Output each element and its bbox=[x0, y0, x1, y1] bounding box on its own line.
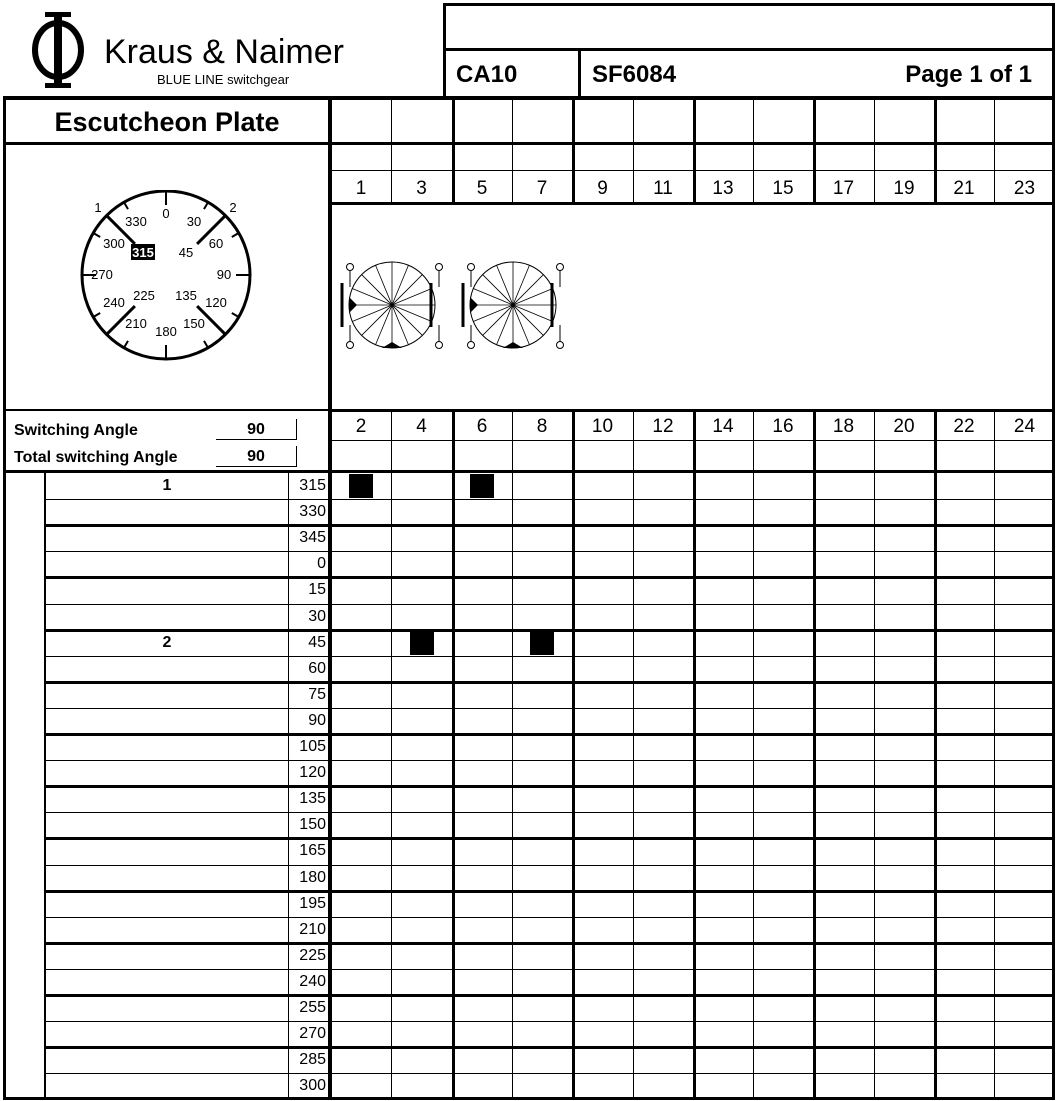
terminal-bottom-split bbox=[331, 440, 1055, 441]
terminal-bottom-number: 4 bbox=[416, 416, 427, 437]
row-line bbox=[44, 785, 1052, 788]
angle-value: 135 bbox=[299, 790, 326, 807]
terminal-bottom-number: 18 bbox=[832, 416, 855, 437]
row-line bbox=[44, 969, 1052, 970]
terminal-top-number: 11 bbox=[653, 178, 673, 199]
row-line bbox=[44, 499, 1052, 500]
header-frame-bottom bbox=[3, 96, 1055, 100]
row-line bbox=[44, 576, 1052, 579]
row-line bbox=[44, 656, 1052, 657]
terminal-bottom-number: 12 bbox=[652, 416, 674, 437]
row-line bbox=[44, 942, 1052, 945]
switching-angle-value: 90 bbox=[216, 419, 297, 440]
dial-angle-label: 225 bbox=[133, 288, 155, 303]
terminal-bottom-number: 20 bbox=[893, 416, 915, 437]
angle-value: 60 bbox=[308, 660, 326, 677]
angle-value: 300 bbox=[299, 1077, 326, 1094]
position-name: 2 bbox=[162, 634, 172, 651]
contact-closed-mark bbox=[530, 631, 554, 655]
terminal-bottom-number: 6 bbox=[476, 416, 488, 437]
contact-closed-mark bbox=[349, 474, 373, 498]
dial-angle-label: 30 bbox=[186, 214, 202, 229]
row-line bbox=[44, 760, 1052, 761]
angle-value: 345 bbox=[299, 529, 326, 546]
brand-subtitle: BLUE LINE switchgear bbox=[157, 72, 290, 87]
sheet-frame-bottom bbox=[3, 1097, 1055, 1100]
angle-value: 30 bbox=[308, 608, 326, 625]
terminal-top-number: 15 bbox=[772, 178, 794, 199]
terminal-bottom-number: 10 bbox=[591, 416, 614, 437]
terminal-top-number: 19 bbox=[893, 178, 915, 199]
dial-position-mark: 1 bbox=[94, 200, 102, 215]
terminal-top-number: 3 bbox=[416, 178, 427, 199]
position-name: 1 bbox=[162, 477, 172, 494]
terminal-bottom-number: 8 bbox=[536, 416, 548, 437]
dial-angle-label: 135 bbox=[175, 288, 197, 303]
row-line bbox=[44, 1073, 1052, 1074]
row-line bbox=[44, 708, 1052, 709]
table-top-line bbox=[3, 470, 1055, 473]
dial-pointer-label: 315 bbox=[132, 245, 154, 260]
angle-value: 285 bbox=[299, 1051, 326, 1068]
angle-value: 45 bbox=[308, 634, 326, 651]
terminal-top-number: 13 bbox=[712, 178, 734, 199]
terminal-bottom-number: 24 bbox=[1013, 416, 1036, 437]
terminal-bottom-number: 2 bbox=[355, 416, 367, 437]
terminal-top-number: 17 bbox=[832, 178, 855, 199]
angle-value: 165 bbox=[299, 842, 326, 859]
switching-angle-label: Switching Angle bbox=[14, 422, 138, 439]
dial-angle-label: 45 bbox=[178, 245, 194, 260]
terminal-bottom-top-line bbox=[331, 409, 1055, 412]
row-line bbox=[44, 604, 1052, 605]
angle-value: 210 bbox=[299, 921, 326, 938]
group-header-bottom bbox=[331, 142, 1055, 145]
angle-value: 195 bbox=[299, 895, 326, 912]
header-frame-top bbox=[443, 3, 1054, 6]
row-line bbox=[44, 865, 1052, 866]
dial-angle-label: 210 bbox=[125, 316, 147, 331]
terminal-top-number: 23 bbox=[1013, 178, 1036, 199]
dial-angle-label: 240 bbox=[103, 295, 125, 310]
brand-name: Kraus & Naimer bbox=[104, 33, 344, 71]
terminal-top-line bbox=[331, 202, 1055, 205]
row-line bbox=[44, 733, 1052, 736]
angle-value: 150 bbox=[299, 816, 326, 833]
drawing-number: SF6084 bbox=[592, 61, 677, 88]
row-line bbox=[44, 1046, 1052, 1049]
contact-closed-mark bbox=[410, 631, 434, 655]
dial-angle-label: 90 bbox=[216, 267, 232, 282]
title-bottom-line bbox=[3, 142, 331, 145]
sheet-frame-right bbox=[1052, 3, 1055, 1100]
angle-value: 180 bbox=[299, 869, 326, 886]
header-divider bbox=[443, 48, 1055, 51]
angle-value: 105 bbox=[299, 738, 326, 755]
terminal-bottom-number: 16 bbox=[772, 416, 794, 437]
terminal-bottom-number: 14 bbox=[712, 416, 734, 437]
row-line bbox=[44, 551, 1052, 552]
total-angle-label: Total switching Angle bbox=[14, 449, 178, 466]
angle-value: 120 bbox=[299, 764, 326, 781]
row-line bbox=[44, 812, 1052, 813]
angle-value: 330 bbox=[299, 503, 326, 520]
row-line bbox=[44, 994, 1052, 997]
dial-angle-label: 150 bbox=[183, 316, 205, 331]
dial-angle-label: 300 bbox=[103, 236, 125, 251]
angle-value: 15 bbox=[308, 581, 326, 598]
terminal-top-number: 1 bbox=[355, 178, 367, 199]
total-angle-value: 90 bbox=[216, 446, 297, 467]
angle-value: 0 bbox=[317, 555, 326, 572]
angle-value: 315 bbox=[299, 477, 326, 494]
page-indicator: Page 1 of 1 bbox=[905, 61, 1032, 88]
plate-bottom-line bbox=[3, 409, 331, 411]
header-cell-divider bbox=[578, 48, 581, 98]
angle-value: 240 bbox=[299, 973, 326, 990]
angle-value: 255 bbox=[299, 999, 326, 1016]
plate-divider bbox=[328, 96, 332, 1100]
row-line bbox=[44, 1021, 1052, 1022]
angle-value: 75 bbox=[308, 686, 326, 703]
contact-closed-mark bbox=[470, 474, 494, 498]
angle-value: 225 bbox=[299, 947, 326, 964]
dial-position-mark: 2 bbox=[229, 200, 237, 215]
row-line bbox=[44, 837, 1052, 840]
sheet-frame-left bbox=[3, 96, 6, 1099]
row-line bbox=[44, 524, 1052, 527]
terminal-top-number: 7 bbox=[536, 178, 548, 199]
terminal-top-split bbox=[331, 170, 1055, 171]
model-code: CA10 bbox=[456, 61, 518, 88]
row-line bbox=[44, 681, 1052, 684]
angle-value: 90 bbox=[308, 712, 326, 729]
dial-angle-label: 120 bbox=[205, 295, 227, 310]
dial-angle-label: 270 bbox=[91, 267, 113, 282]
dial-angle-label: 60 bbox=[208, 236, 224, 251]
terminal-bottom-number: 22 bbox=[953, 416, 975, 437]
dial-angle-label: 0 bbox=[162, 206, 170, 221]
row-line bbox=[44, 890, 1052, 893]
dial-angle-label: 180 bbox=[155, 324, 177, 339]
angle-value: 270 bbox=[299, 1025, 326, 1042]
terminal-top-number: 21 bbox=[953, 178, 975, 199]
terminal-top-number: 9 bbox=[597, 178, 608, 199]
plate-title: Escutcheon Plate bbox=[54, 107, 280, 137]
dial-angle-label: 330 bbox=[125, 214, 147, 229]
terminal-top-number: 5 bbox=[476, 178, 488, 199]
row-line bbox=[44, 917, 1052, 918]
